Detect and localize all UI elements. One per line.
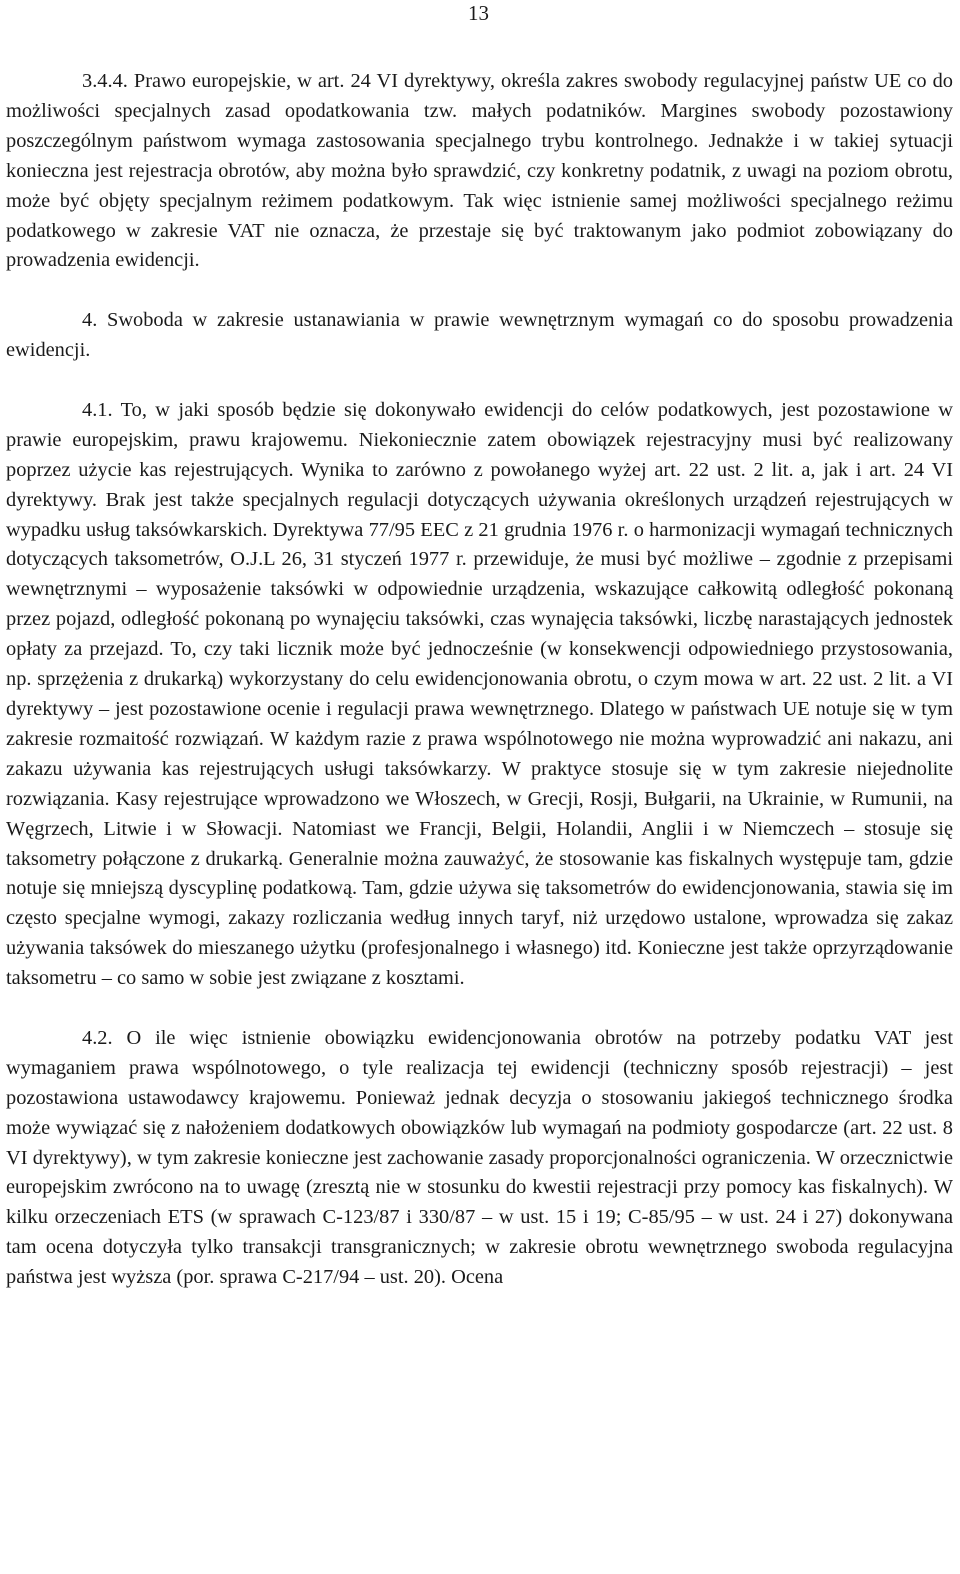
page-number: 13 bbox=[468, 1, 489, 25]
paragraph-4-2: 4.2. O ile więc istnienie obowiązku ewidencjonowania obrotów na potrzeby podatku VAT jest wymaganiem prawa wspólnotowego, o tyle realizacja tej ewidencji (techniczny sposób rejestracji) – jest pozostawiona ustawodawcy krajowemu. Ponieważ jednak decyzja o stosowaniu jakiegoś technicznego środka może wywiązać się z nałożeniem dodatkowych obowiązków lub wymagań na podmioty gospodarcze (art. 22 ust. 8 VI dyrektywy), w tym zakresie konieczne jest zachowanie zasady proporcjonalności ograniczenia. W orzecznictwie europejskim zwrócono na to uwagę (zresztą nie w stosunku do kwestii rejestracji przy pomocy kas fiskalnych). W kilku orzeczeniach ETS (w sprawach C-123/87 i 330/87 – w ust. 15 i 19; C-85/95 – w ust. 24 i 27) dokonywana tam ocena dotyczyła tylko transakcji transgranicznych; w zakresie obrotu wewnętrznego swoboda regulacyjna państwa jest wyższa (por. sprawa C-217/94 – ust. 20). Ocena bbox=[6, 1026, 953, 1289]
paragraph-4-heading: 4. Swoboda w zakresie ustanawiania w prawie wewnętrznym wymagań co do sposobu prowadzenia ewidencji. bbox=[6, 309, 953, 362]
paragraph-3-4-4: 3.4.4. Prawo europejskie, w art. 24 VI dyrektywy, określa zakres swobody regulacyjnej państw UE co do możliwości specjalnych zasad opodatkowania tzw. małych podatników. Margines swobody pozostawiony poszczególnym państwom wymaga zastosowania specjalnego trybu kontrolnego. Jednakże i w takiej sytuacji konieczna jest rejestracja obrotów, aby można było sprawdzić, czy konkretny podatnik, z uwagi na poziom obrotu, może być objęty specjalnym reżimem podatkowym. Tak więc istnienie samej możliwości specjalnego reżimu podatkowego w zakresie VAT nie oznacza, że przestaje się być traktowanym jako podmiot zobowiązany do prowadzenia ewidencji. bbox=[6, 70, 953, 272]
document-body bbox=[6, 67, 953, 1293]
paragraph-4-1: 4.1. To, w jaki sposób będzie się dokonywało ewidencji do celów podatkowych, jest pozostawione w prawie europejskim, prawu krajowemu. Niekoniecznie zatem obowiązek rejestracyjny musi być realizowany poprzez użycie kas rejestrujących. Wynika to zarówno z powołanego wyżej art. 22 ust. 2 lit. a, jak i art. 24 VI dyrektywy. Brak jest także specjalnych regulacji dotyczących używania określonych urządzeń rejestrujących w wypadku usług taksówkarskich. Dyrektywa 77/95 EEC z 21 grudnia 1976 r. o harmonizacji wymagań technicznych dotyczących taksometrów, O.J.L 26, 31 styczeń 1977 r. przewiduje, że musi być możliwe – zgodnie z przepisami wewnętrznymi – wyposażenie taksówki w odpowiednie urządzenia, wskazujące całkowitą odległość pokonaną przez pojazd, odległość pokonaną po wynajęciu taksówki, czas wynajęcia taksówki, liczbę narastających jednostek opłaty za przejazd. To, czy taki licznik może być jednocześnie (w konsekwencji odpowiedniego przystosowania, np. sprzężenia z drukarką) wykorzystany do celu ewidencjonowania obrotu, o czym mowa w art. 22 ust. 2 lit. a VI dyrektywy – jest pozostawione ocenie i regulacji prawa wewnętrznego. Dlatego w państwach UE notuje się w tym zakresie rozmaitość rozwiązań. W każdym razie z prawa wspólnotowego nie można wyprowadzić ani nakazu, ani zakazu używania kas rejestrujących usługi taksówkarzy. W praktyce stosuje się w tym zakresie niejednolite rozwiązania. Kasy rejestrujące wprowadzono we Włoszech, w Grecji, Rosji, Bułgarii, na Ukrainie, w Rumunii, na Węgrzech, Litwie i w Słowacji. Natomiast we Francji, Belgii, Holandii, Anglii i w Niemczech – stosuje się taksometry połączone z drukarką. Generalnie można zauważyć, że stosowanie kas fiskalnych występuje tam, gdzie notuje się mniejszą dyscyplinę podatkową. Tam, gdzie używa się taksometrów do ewidencjonowania, stawia się im często specjalne wymogi, zakazy rozliczania według innych taryf, niż urzędowo ustalone, wprowadza się zakaz używania taksówek do mieszanego użytku (profesjonalnego i własnego) itd. Konieczne jest także oprzyrządowanie taksometru – co samo w sobie jest związane z kosztami. bbox=[6, 398, 953, 990]
